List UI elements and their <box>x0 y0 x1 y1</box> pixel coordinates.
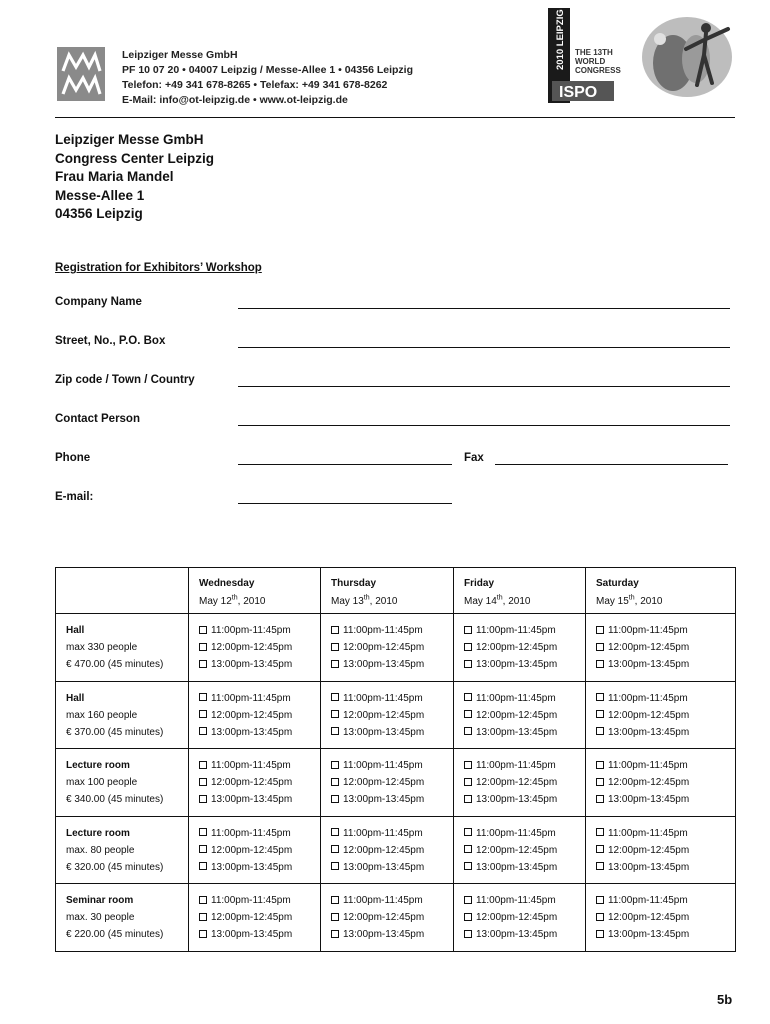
slot-time-label: 12:00pm-12:45pm <box>211 642 293 653</box>
slot-time-label: 11:00pm-11:45pm <box>476 827 556 839</box>
slot-time-label: 11:00pm-11:45pm <box>476 895 556 906</box>
day-date-suffix: th <box>628 595 635 602</box>
slot-option <box>596 926 735 943</box>
slot-time-label: 13:00pm-13:45pm <box>608 929 690 940</box>
day-header-cell <box>321 568 454 614</box>
slot-option <box>199 859 320 876</box>
slot-time-label: 11:00pm-11:45pm <box>211 827 291 839</box>
slot-option <box>464 622 585 639</box>
slot-checkbox[interactable] <box>596 896 604 904</box>
slot-time-label: 11:00pm-11:45pm <box>343 760 423 771</box>
day-date-suffix: th <box>496 595 503 602</box>
slot-time-label: 13:00pm-13:45pm <box>211 794 293 805</box>
room-capacity: max 330 people <box>66 642 138 653</box>
slot-checkbox[interactable] <box>464 643 472 651</box>
slot-time-label: 13:00pm-13:45pm <box>608 726 690 738</box>
slot-option <box>331 707 453 724</box>
day-date <box>331 596 397 607</box>
room-cell <box>56 749 189 817</box>
slot-option <box>596 892 735 909</box>
slot-time-label: 11:00pm-11:45pm <box>211 625 291 636</box>
slot-time-label: 12:00pm-12:45pm <box>608 777 690 788</box>
slot-checkbox[interactable] <box>596 710 604 718</box>
slot-option <box>464 757 585 774</box>
slot-checkbox[interactable] <box>199 913 207 921</box>
slot-option <box>464 926 585 943</box>
email-label: E-mail: <box>55 491 94 503</box>
fax-field[interactable] <box>495 464 728 465</box>
phone-field[interactable] <box>238 464 452 465</box>
slot-option <box>199 656 320 673</box>
slot-time-label: 12:00pm-12:45pm <box>476 777 558 788</box>
slot-time-label: 11:00pm-11:45pm <box>608 895 688 906</box>
slot-option <box>331 909 453 926</box>
recipient-line-5: 04356 Leipzig <box>55 206 143 221</box>
slot-option <box>464 690 585 707</box>
email-field[interactable] <box>238 503 452 504</box>
slot-option <box>596 724 735 741</box>
day-date-year: , 2010 <box>502 596 531 608</box>
congress-figure-emblem <box>640 15 735 100</box>
slot-time-label: 12:00pm-12:45pm <box>211 709 293 721</box>
slot-time-label: 11:00pm-11:45pm <box>608 692 688 704</box>
slot-checkbox[interactable] <box>596 660 604 668</box>
room-cell <box>56 816 189 884</box>
slot-checkbox[interactable] <box>464 862 472 870</box>
slot-time-label: 12:00pm-12:45pm <box>476 844 558 856</box>
slot-checkbox[interactable] <box>199 828 207 836</box>
slot-time-label: 12:00pm-12:45pm <box>211 777 293 788</box>
slot-time-label: 13:00pm-13:45pm <box>476 794 558 805</box>
day-date-month: May 12 <box>199 596 232 608</box>
slot-checkbox[interactable] <box>596 761 604 769</box>
slot-time-label: 13:00pm-13:45pm <box>211 929 293 940</box>
slot-option <box>596 774 735 791</box>
slot-checkbox[interactable] <box>596 643 604 651</box>
room-capacity: max 100 people <box>66 777 138 788</box>
slot-option <box>464 707 585 724</box>
slot-option <box>331 842 453 859</box>
room-capacity: max 160 people <box>66 709 138 721</box>
slot-checkbox[interactable] <box>199 778 207 786</box>
slot-time-label: 11:00pm-11:45pm <box>343 827 423 839</box>
sender-block <box>122 48 413 108</box>
phone-label: Phone <box>55 452 91 464</box>
slot-checkbox[interactable] <box>199 710 207 718</box>
day-header-cell <box>454 568 586 614</box>
company-name-field[interactable] <box>238 308 730 309</box>
slot-time-label: 12:00pm-12:45pm <box>211 912 293 923</box>
form-title: Registration for Exhibitors’ Workshop <box>55 262 262 274</box>
slot-option <box>464 639 585 656</box>
slot-checkbox[interactable] <box>331 913 339 921</box>
slot-option <box>331 724 453 741</box>
slot-option <box>464 892 585 909</box>
slot-time-label: 12:00pm-12:45pm <box>476 912 558 923</box>
slot-checkbox[interactable] <box>199 930 207 938</box>
slot-option <box>331 859 453 876</box>
slot-option <box>596 707 735 724</box>
slot-checkbox[interactable] <box>596 795 604 803</box>
page-number: 5b <box>717 992 733 1007</box>
room-price: € 320.00 (45 minutes) <box>66 861 164 873</box>
slot-checkbox[interactable] <box>331 727 339 735</box>
slot-time-label: 11:00pm-11:45pm <box>476 692 556 704</box>
day-date <box>199 596 265 607</box>
slot-cell <box>454 749 586 817</box>
street-label: Street, No., P.O. Box <box>55 335 166 347</box>
room-name: Hall <box>66 625 85 636</box>
slot-time-label: 13:00pm-13:45pm <box>476 726 558 738</box>
slot-checkbox[interactable] <box>464 930 472 938</box>
street-field[interactable] <box>238 347 730 348</box>
slot-time-label: 13:00pm-13:45pm <box>211 861 293 873</box>
slot-option <box>596 690 735 707</box>
congress-logo-acronym: ISPO <box>559 84 598 101</box>
fax-label: Fax <box>464 452 484 464</box>
slot-option <box>199 757 320 774</box>
slot-option <box>331 791 453 808</box>
slot-option <box>199 909 320 926</box>
slot-checkbox[interactable] <box>596 930 604 938</box>
slot-cell <box>454 681 586 749</box>
day-date-suffix: th <box>363 595 370 602</box>
slot-cell <box>454 816 586 884</box>
day-date <box>464 596 530 607</box>
slot-option <box>464 825 585 842</box>
slot-checkbox[interactable] <box>199 693 207 701</box>
slot-checkbox[interactable] <box>596 845 604 853</box>
slot-checkbox[interactable] <box>331 778 339 786</box>
slot-time-label: 13:00pm-13:45pm <box>476 861 558 873</box>
slot-cell <box>189 749 321 817</box>
slot-checkbox[interactable] <box>464 778 472 786</box>
slot-time-label: 12:00pm-12:45pm <box>608 642 690 653</box>
slot-checkbox[interactable] <box>199 643 207 651</box>
table-header-row <box>56 568 736 614</box>
day-date-month: May 14 <box>464 596 497 608</box>
slot-time-label: 11:00pm-11:45pm <box>343 895 423 906</box>
slot-cell <box>321 749 454 817</box>
room-name: Lecture room <box>66 827 130 839</box>
slot-time-label: 11:00pm-11:45pm <box>608 760 688 771</box>
room-name: Seminar room <box>66 895 134 906</box>
slot-option <box>596 909 735 926</box>
slot-option <box>199 639 320 656</box>
slot-cell <box>189 614 321 682</box>
slot-checkbox[interactable] <box>199 795 207 803</box>
slot-checkbox[interactable] <box>464 626 472 634</box>
day-date-month: May 15 <box>596 596 629 608</box>
sender-address: PF 10 07 20 • 04007 Leipzig / Messe-Allee 1 • 04356 Leipzig <box>122 64 413 76</box>
slot-time-label: 13:00pm-13:45pm <box>343 726 425 738</box>
room-name: Hall <box>66 692 85 704</box>
slot-option <box>199 842 320 859</box>
slot-cell <box>189 884 321 952</box>
recipient-line-1: Leipziger Messe GmbH <box>55 132 204 147</box>
slot-time-label: 12:00pm-12:45pm <box>343 844 425 856</box>
slot-time-label: 12:00pm-12:45pm <box>343 912 425 923</box>
slot-cell <box>586 614 736 682</box>
slot-time-label: 13:00pm-13:45pm <box>343 659 425 670</box>
slot-time-label: 11:00pm-11:45pm <box>608 827 688 839</box>
slot-checkbox[interactable] <box>331 660 339 668</box>
slot-cell <box>321 884 454 952</box>
slot-cell <box>454 614 586 682</box>
slot-checkbox[interactable] <box>464 710 472 718</box>
slot-checkbox[interactable] <box>199 862 207 870</box>
slot-time-label: 13:00pm-13:45pm <box>608 794 690 805</box>
slot-option <box>596 842 735 859</box>
slot-option <box>464 774 585 791</box>
slot-time-label: 13:00pm-13:45pm <box>211 659 293 670</box>
room-cell <box>56 681 189 749</box>
slot-option <box>199 791 320 808</box>
day-name: Friday <box>464 578 495 589</box>
table-row <box>56 884 736 952</box>
room-price: € 470.00 (45 minutes) <box>66 659 164 670</box>
day-name: Wednesday <box>199 578 255 589</box>
slot-time-label: 12:00pm-12:45pm <box>476 642 558 653</box>
day-date-year: , 2010 <box>237 596 266 608</box>
slot-checkbox[interactable] <box>199 845 207 853</box>
recipient-line-4: Messe-Allee 1 <box>55 187 145 203</box>
congress-logo-line1: THE 13TH <box>575 48 613 57</box>
slot-time-label: 11:00pm-11:45pm <box>343 625 423 636</box>
slot-cell <box>586 884 736 952</box>
slot-time-label: 12:00pm-12:45pm <box>608 912 690 923</box>
day-header-cell <box>586 568 736 614</box>
slot-option <box>331 926 453 943</box>
congress-logo-line2: WORLD <box>575 57 606 66</box>
slot-option <box>199 926 320 943</box>
day-date-month: May 13 <box>331 596 364 608</box>
slot-option <box>464 724 585 741</box>
slot-time-label: 12:00pm-12:45pm <box>343 709 425 721</box>
slot-checkbox[interactable] <box>331 710 339 718</box>
room-cell <box>56 884 189 952</box>
slot-option <box>199 825 320 842</box>
slot-checkbox[interactable] <box>596 693 604 701</box>
slot-time-label: 11:00pm-11:45pm <box>211 760 291 771</box>
slot-time-label: 12:00pm-12:45pm <box>476 709 558 721</box>
slot-time-label: 11:00pm-11:45pm <box>343 692 423 704</box>
recipient-line-3: Frau Maria Mandel <box>55 169 174 184</box>
slot-checkbox[interactable] <box>199 896 207 904</box>
slot-checkbox[interactable] <box>596 626 604 634</box>
slot-checkbox[interactable] <box>331 761 339 769</box>
slot-checkbox[interactable] <box>596 828 604 836</box>
slot-checkbox[interactable] <box>199 626 207 634</box>
table-row <box>56 681 736 749</box>
slot-time-label: 13:00pm-13:45pm <box>608 659 690 670</box>
header-rule <box>55 117 735 118</box>
slot-checkbox[interactable] <box>331 626 339 634</box>
room-name: Lecture room <box>66 760 130 771</box>
slot-option <box>464 656 585 673</box>
day-date-suffix: th <box>231 595 238 602</box>
slot-checkbox[interactable] <box>464 913 472 921</box>
slot-checkbox[interactable] <box>464 693 472 701</box>
slot-time-label: 11:00pm-11:45pm <box>211 895 291 906</box>
room-price: € 370.00 (45 minutes) <box>66 726 164 738</box>
slot-option <box>331 825 453 842</box>
day-date-year: , 2010 <box>369 596 398 608</box>
messe-mm-logo <box>57 47 105 101</box>
congress-logo-vertical-text: 2010 LEIPZIG <box>555 9 566 70</box>
slot-time-label: 11:00pm-11:45pm <box>476 625 556 636</box>
zip-town-country-label: Zip code / Town / Country <box>55 374 195 386</box>
slot-checkbox[interactable] <box>464 896 472 904</box>
slot-checkbox[interactable] <box>464 660 472 668</box>
slot-option <box>464 842 585 859</box>
header-corner-cell <box>56 568 189 614</box>
slot-checkbox[interactable] <box>331 845 339 853</box>
slot-cell <box>454 884 586 952</box>
room-cell <box>56 614 189 682</box>
recipient-address <box>55 131 214 224</box>
slot-option <box>596 825 735 842</box>
slot-checkbox[interactable] <box>596 862 604 870</box>
day-name: Thursday <box>331 578 377 589</box>
ispo-congress-logo <box>548 8 638 103</box>
slot-checkbox[interactable] <box>464 727 472 735</box>
slot-checkbox[interactable] <box>464 828 472 836</box>
slot-checkbox[interactable] <box>331 930 339 938</box>
slot-time-label: 13:00pm-13:45pm <box>343 861 425 873</box>
contact-person-field[interactable] <box>238 425 730 426</box>
slot-cell <box>586 816 736 884</box>
slot-option <box>464 791 585 808</box>
slot-checkbox[interactable] <box>596 913 604 921</box>
slot-time-label: 13:00pm-13:45pm <box>608 861 690 873</box>
slot-checkbox[interactable] <box>199 727 207 735</box>
slot-checkbox[interactable] <box>331 896 339 904</box>
day-name: Saturday <box>596 578 639 589</box>
recipient-line-2: Congress Center Leipzig <box>55 150 215 166</box>
slot-option <box>331 757 453 774</box>
workshop-schedule-table <box>55 567 736 952</box>
slot-time-label: 13:00pm-13:45pm <box>476 929 558 940</box>
slot-option <box>596 656 735 673</box>
slot-time-label: 13:00pm-13:45pm <box>476 659 558 670</box>
slot-cell <box>321 681 454 749</box>
slot-option <box>199 690 320 707</box>
slot-checkbox[interactable] <box>596 727 604 735</box>
slot-checkbox[interactable] <box>331 795 339 803</box>
slot-option <box>331 774 453 791</box>
slot-option <box>199 774 320 791</box>
day-date-year: , 2010 <box>634 596 663 608</box>
slot-option <box>199 622 320 639</box>
slot-option <box>596 791 735 808</box>
slot-option <box>331 690 453 707</box>
slot-checkbox[interactable] <box>464 845 472 853</box>
slot-checkbox[interactable] <box>199 660 207 668</box>
slot-option <box>199 707 320 724</box>
room-price: € 220.00 (45 minutes) <box>66 929 164 940</box>
slot-cell <box>586 749 736 817</box>
room-capacity: max. 30 people <box>66 912 135 923</box>
slot-checkbox[interactable] <box>331 643 339 651</box>
slot-cell <box>189 816 321 884</box>
slot-checkbox[interactable] <box>331 693 339 701</box>
room-capacity: max. 80 people <box>66 844 135 856</box>
slot-option <box>464 859 585 876</box>
zip-town-country-field[interactable] <box>238 386 730 387</box>
room-price: € 340.00 (45 minutes) <box>66 794 164 805</box>
slot-option <box>331 892 453 909</box>
slot-time-label: 13:00pm-13:45pm <box>343 929 425 940</box>
slot-option <box>596 859 735 876</box>
slot-option <box>596 622 735 639</box>
day-header-cell <box>189 568 321 614</box>
slot-option <box>331 639 453 656</box>
slot-time-label: 12:00pm-12:45pm <box>608 709 690 721</box>
slot-checkbox[interactable] <box>464 761 472 769</box>
sender-email-web: E-Mail: info@ot-leipzig.de • www.ot-leipzig.de <box>122 94 348 106</box>
slot-time-label: 11:00pm-11:45pm <box>476 760 556 771</box>
slot-cell <box>189 681 321 749</box>
slot-time-label: 12:00pm-12:45pm <box>343 642 425 653</box>
slot-time-label: 11:00pm-11:45pm <box>211 692 291 704</box>
slot-time-label: 12:00pm-12:45pm <box>211 844 293 856</box>
table-row <box>56 749 736 817</box>
slot-checkbox[interactable] <box>464 795 472 803</box>
slot-option <box>596 639 735 656</box>
slot-cell <box>321 614 454 682</box>
slot-time-label: 12:00pm-12:45pm <box>343 777 425 788</box>
slot-time-label: 12:00pm-12:45pm <box>608 844 690 856</box>
congress-logo-line3: CONGRESS <box>575 66 621 75</box>
slot-option <box>596 757 735 774</box>
slot-checkbox[interactable] <box>331 828 339 836</box>
slot-cell <box>321 816 454 884</box>
slot-cell <box>586 681 736 749</box>
slot-checkbox[interactable] <box>596 778 604 786</box>
slot-option <box>199 724 320 741</box>
table-row <box>56 816 736 884</box>
slot-time-label: 11:00pm-11:45pm <box>608 625 688 636</box>
slot-option <box>199 892 320 909</box>
slot-time-label: 13:00pm-13:45pm <box>211 726 293 738</box>
day-date <box>596 596 662 607</box>
slot-option <box>331 622 453 639</box>
contact-person-label: Contact Person <box>55 413 140 425</box>
sender-phone-fax: Telefon: +49 341 678-8265 • Telefax: +49 341 678-8262 <box>122 79 388 91</box>
slot-time-label: 13:00pm-13:45pm <box>343 794 425 805</box>
table-row <box>56 614 736 682</box>
slot-option <box>464 909 585 926</box>
company-name-label: Company Name <box>55 296 142 308</box>
sender-company: Leipziger Messe GmbH <box>122 49 238 61</box>
slot-checkbox[interactable] <box>199 761 207 769</box>
slot-checkbox[interactable] <box>331 862 339 870</box>
slot-option <box>331 656 453 673</box>
